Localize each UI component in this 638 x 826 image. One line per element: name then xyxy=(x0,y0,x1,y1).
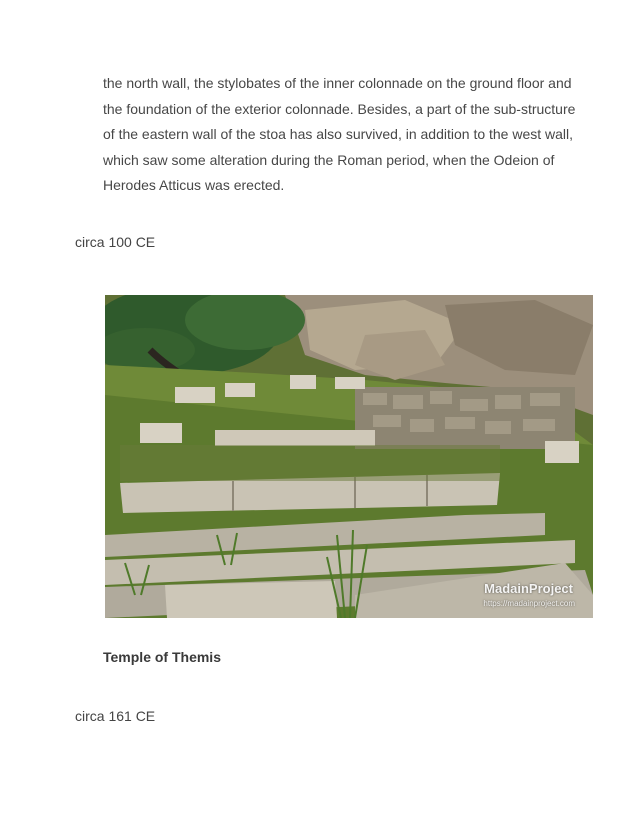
temple-ruins-photo xyxy=(105,295,593,618)
date-heading-161: circa 161 CE xyxy=(75,708,156,724)
photo-caption: Temple of Themis xyxy=(103,649,221,665)
photo-illustration xyxy=(105,295,593,618)
paragraph-line: the foundation of the exterior colonnade. Besides, a part of the sub-structure xyxy=(103,100,576,117)
watermark-brand: MadainProject xyxy=(484,581,573,596)
date-heading-100: circa 100 CE xyxy=(75,234,156,250)
paragraph-line: Herodes Atticus was erected. xyxy=(103,177,285,193)
paragraph-line: which saw some alteration during the Roman period, when the Odeion of xyxy=(103,151,555,168)
watermark-url: https://madainproject.com xyxy=(483,599,575,608)
paragraph-line: the north wall, the stylobates of the inner colonnade on the ground floor and xyxy=(103,75,572,91)
paragraph-line: of the eastern wall of the stoa has also survived, in addition to the west wall, xyxy=(103,126,574,142)
body-paragraph xyxy=(103,71,583,199)
